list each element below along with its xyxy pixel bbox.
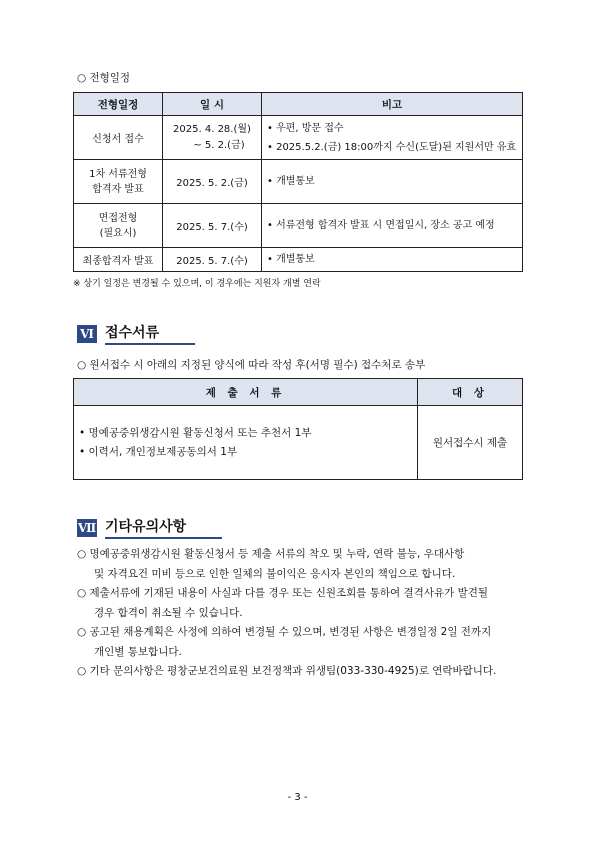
table-row <box>74 204 523 248</box>
notice-item: ○ 기타 문의사항은 평창군보건의료원 보건정책과 위생팀(033-330-4925)로 연락바랍니다. <box>77 665 497 677</box>
documents-table <box>73 378 523 480</box>
table-row <box>74 160 523 204</box>
section-number: Ⅶ <box>77 520 97 535</box>
section-6-header <box>77 322 195 345</box>
notice-item: ○ 명예공중위생감시원 활동신청서 등 제출 서류의 착오 및 누락, 연락 불능, 우대사항 및 자격요건 미비 등으로 인한 일체의 불이익은 응시자 본인의 책임으로 합니다. <box>77 548 465 580</box>
notes-cell: • 개별통보 <box>262 160 523 204</box>
table-row <box>74 116 523 160</box>
notes-cell: • 개별통보 <box>262 248 523 272</box>
target-cell: 원서접수시 제출 <box>418 406 523 480</box>
header-target: 대 상 <box>418 379 523 406</box>
table-row <box>74 406 523 480</box>
section-title: 접수서류 <box>105 322 195 345</box>
schedule-heading: ○ 전형일정 <box>77 72 131 84</box>
section-title: 기타유의사항 <box>105 516 222 539</box>
notice-item: ○ 제출서류에 기재된 내용이 사실과 다를 경우 또는 신원조회를 통하여 결격사유가 발견될 경우 합격이 취소될 수 있습니다. <box>77 587 489 619</box>
notes-cell: • 우편, 방문 접수 • 2025.5.2.(금) 18:00까지 수신(도달)된 지원서만 유효 <box>262 116 523 160</box>
date-cell: 2025. 5. 7.(수) <box>163 204 262 248</box>
section-number: Ⅵ <box>77 325 97 343</box>
date-cell: 2025. 5. 7.(수) <box>163 248 262 272</box>
table-row <box>74 248 523 272</box>
date-cell: 2025. 4. 28.(월) ~ 5. 2.(금) <box>163 116 262 160</box>
documents-cell: • 명예공중위생감시원 활동신청서 또는 추천서 1부 • 이력서, 개인정보제공동의서 1부 <box>74 406 418 480</box>
notes-cell: • 서류전형 합격자 발표 시 면접일시, 장소 공고 예정 <box>262 204 523 248</box>
stage-cell: 신청서 접수 <box>74 116 163 160</box>
header-documents: 제 출 서 류 <box>74 379 418 406</box>
header-notes: 비고 <box>262 93 523 116</box>
date-cell: 2025. 5. 2.(금) <box>163 160 262 204</box>
stage-cell: 1차 서류전형 합격자 발표 <box>74 160 163 204</box>
header-stage: 전형일정 <box>74 93 163 116</box>
notice-item: ○ 공고된 채용계획은 사정에 의하여 변경될 수 있으며, 변경된 사항은 변경일정 2일 전까지 개인별 통보합니다. <box>77 626 492 658</box>
stage-cell: 면접전형 (필요시) <box>74 204 163 248</box>
page-number: - 3 - <box>287 792 308 803</box>
schedule-table <box>73 92 523 272</box>
header-date: 일 시 <box>163 93 262 116</box>
stage-cell: 최종합격자 발표 <box>74 248 163 272</box>
section-6-intro: ○ 원서접수 시 아래의 지정된 양식에 따라 작성 후(서명 필수) 접수처로 송부 <box>77 359 426 371</box>
section-7-header <box>77 516 222 539</box>
schedule-footnote: ※ 상기 일정은 변경될 수 있으며, 이 경우에는 지원자 개별 연락 <box>73 279 321 289</box>
